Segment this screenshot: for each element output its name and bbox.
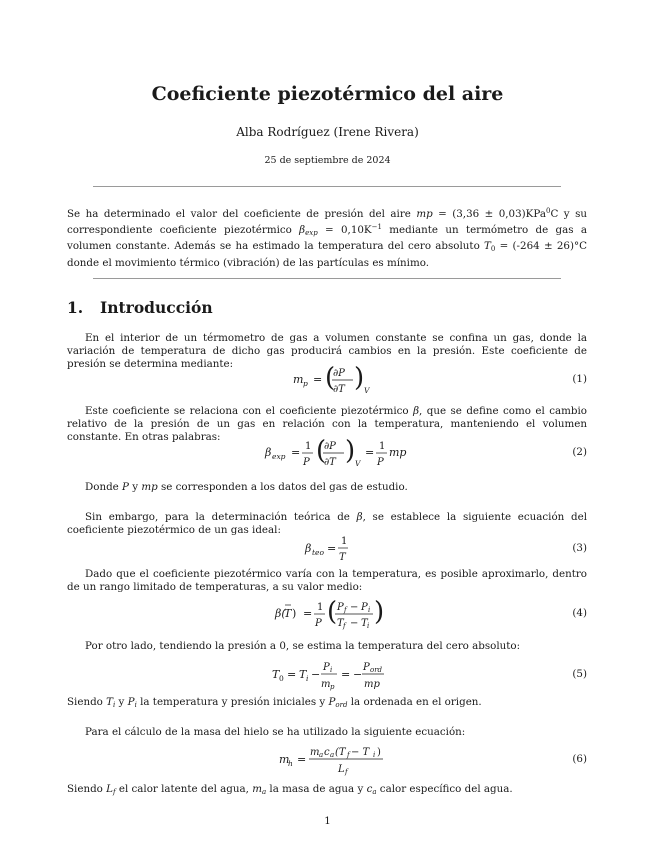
svg-text:i: i	[330, 666, 333, 674]
svg-text:T: T	[284, 607, 292, 620]
svg-text:0: 0	[279, 674, 284, 683]
equation-number: (2)	[572, 446, 587, 458]
svg-text:i: i	[373, 751, 376, 759]
svg-text:): )	[345, 436, 356, 466]
equation-1	[67, 365, 587, 395]
svg-text:∂T: ∂T	[333, 384, 345, 395]
svg-text:p: p	[330, 683, 335, 691]
svg-text:ord: ord	[370, 666, 383, 674]
abstract-bottom-rule	[93, 278, 561, 279]
svg-text:T: T	[337, 618, 344, 629]
abstract: Se ha determinado el valor del coeficiente de presión del aire mp = (3,36 ± 0,03)KPa$^0$C y su correspondiente coeficiente piezotérmico $\beta_{exp} = 0,10K^{-1}$ mediante un termómetro de gas a volumen constante. Además se ha estimado la temperatura del cero absoluto $T_0 = (-264 \pm 26)^\circ C$ donde el movimiento térmico (vibración) de las partículas es mínimo.	[67, 207, 588, 269]
svg-text:f: f	[347, 751, 350, 759]
svg-text:1: 1	[379, 441, 386, 452]
paragraph-3: Donde P y mp se corresponden a los datos del gas de estudio.	[85, 481, 408, 493]
equation-3	[67, 534, 587, 564]
equation-6	[67, 745, 587, 775]
svg-text:−: −	[311, 668, 321, 681]
svg-text:P: P	[315, 618, 322, 629]
svg-text:∂T: ∂T	[324, 457, 336, 468]
svg-text:mp: mp	[389, 446, 407, 459]
svg-text:=: =	[365, 446, 375, 459]
svg-text:P: P	[363, 662, 370, 673]
svg-text:m: m	[279, 753, 290, 766]
svg-text:=: =	[341, 668, 351, 681]
svg-text:f: f	[344, 606, 347, 614]
svg-text:=: =	[303, 607, 313, 620]
equation-2	[67, 438, 587, 468]
svg-text:): )	[377, 747, 381, 758]
svg-text:β: β	[305, 542, 312, 555]
svg-text:i: i	[306, 674, 309, 683]
svg-text:=: =	[313, 373, 323, 386]
paragraph-5: Dado que el coeficiente piezotérmico varía con la temperatura, es posible aproximarlo, dentro de un rango limitado de temperaturas, a su valor medio:	[67, 568, 587, 594]
svg-text:P: P	[337, 602, 344, 613]
section-heading: 1. Introducción	[67, 298, 213, 317]
svg-text:f: f	[345, 768, 348, 776]
paragraph-2: Este coeficiente se relaciona con el coeficiente piezotérmico β, que se define como el cambio relativo de la presión de un gas en relación con la temperatura, manteniendo el volumen constante. En otras palabras:	[67, 405, 587, 444]
svg-text:=: =	[291, 446, 301, 459]
abstract-top-rule	[93, 186, 561, 187]
paragraph-7: Siendo $T_i$ y $P_i$ la temperatura y presión iniciales y $P_{ord}$ la ordenada en el origen.	[67, 696, 482, 709]
svg-text:(T: (T	[335, 747, 346, 758]
paren-left: (	[325, 363, 336, 393]
svg-text:β: β	[265, 446, 272, 459]
svg-text:): )	[374, 597, 385, 627]
svg-text:exp: exp	[272, 452, 286, 461]
equation-number: (1)	[572, 373, 587, 385]
svg-text:− T: − T	[351, 747, 370, 758]
svg-text:mp: mp	[364, 679, 380, 690]
paragraph-8: Para el cálculo de la masa del hielo se ha utilizado la siguiente ecuación:	[85, 726, 466, 738]
svg-text:∂P: ∂P	[324, 441, 336, 452]
equation-number: (4)	[572, 607, 587, 619]
paragraph-6: Por otro lado, tendiendo la presión a 0, se estima la temperatura del cero absoluto:	[85, 640, 521, 652]
svg-text:i: i	[367, 622, 370, 630]
svg-text:teo: teo	[312, 548, 324, 557]
paren-right: )	[354, 363, 365, 393]
svg-text:1: 1	[341, 536, 348, 547]
paragraph-4: Sin embargo, para la determinación teórica de β, se establece la siguiente ecuación del coeficiente piezotérmico de un gas ideal:	[67, 511, 587, 537]
equation-number: (5)	[572, 668, 587, 680]
svg-text:=: =	[327, 542, 337, 555]
svg-text:L: L	[338, 764, 345, 775]
equation-number: (6)	[572, 753, 587, 765]
paper-title: Coeficiente piezotérmico del aire	[151, 83, 504, 105]
svg-text:c: c	[324, 747, 330, 758]
page-number: 1	[324, 815, 331, 827]
svg-text:m: m	[310, 747, 320, 758]
svg-text:P: P	[377, 457, 384, 468]
svg-text:V: V	[364, 386, 370, 395]
svg-text:): )	[292, 607, 297, 620]
svg-text:−: −	[353, 668, 363, 681]
svg-text:f: f	[343, 622, 346, 630]
svg-text:−: −	[350, 618, 359, 629]
svg-text:∂P: ∂P	[333, 368, 345, 379]
paper-date: 25 de septiembre de 2024	[264, 155, 391, 166]
svg-text:=: =	[287, 668, 297, 681]
paragraph-9: Siendo $L_f$ el calor latente del agua, $m_a$ la masa de agua y $c_a$ calor específico del agua.	[67, 783, 513, 796]
svg-text:T: T	[299, 668, 307, 681]
svg-text:T: T	[339, 552, 346, 563]
svg-text:(: (	[316, 436, 327, 466]
svg-text:V: V	[355, 459, 361, 468]
svg-text:1: 1	[305, 441, 312, 452]
equation-4	[67, 599, 587, 629]
svg-text:m: m	[321, 679, 331, 690]
svg-text:P: P	[361, 602, 368, 613]
paper-author: Alba Rodríguez (Irene Rivera)	[236, 125, 419, 139]
svg-text:β(: β(	[275, 607, 286, 620]
svg-text:m: m	[293, 373, 304, 386]
paragraph-1: En el interior de un térmometro de gas a volumen constante se confina un gas, donde la variación de temperatura de dicho gas producirá cambios en la presión. Este coeficiente de presión se determina mediante:	[67, 332, 587, 371]
equation-5	[67, 660, 587, 690]
equation-number: (3)	[572, 542, 587, 554]
svg-text:a: a	[319, 751, 324, 759]
svg-text:T: T	[272, 668, 280, 681]
svg-text:=: =	[297, 753, 307, 766]
svg-text:(: (	[327, 597, 338, 627]
svg-text:−: −	[350, 602, 359, 613]
svg-text:i: i	[368, 606, 371, 614]
svg-text:1: 1	[317, 602, 324, 613]
svg-text:a: a	[330, 751, 335, 759]
svg-text:T: T	[361, 618, 368, 629]
svg-text:h: h	[288, 759, 293, 768]
svg-text:p: p	[303, 379, 308, 388]
svg-text:P: P	[303, 457, 310, 468]
svg-text:P: P	[323, 662, 330, 673]
